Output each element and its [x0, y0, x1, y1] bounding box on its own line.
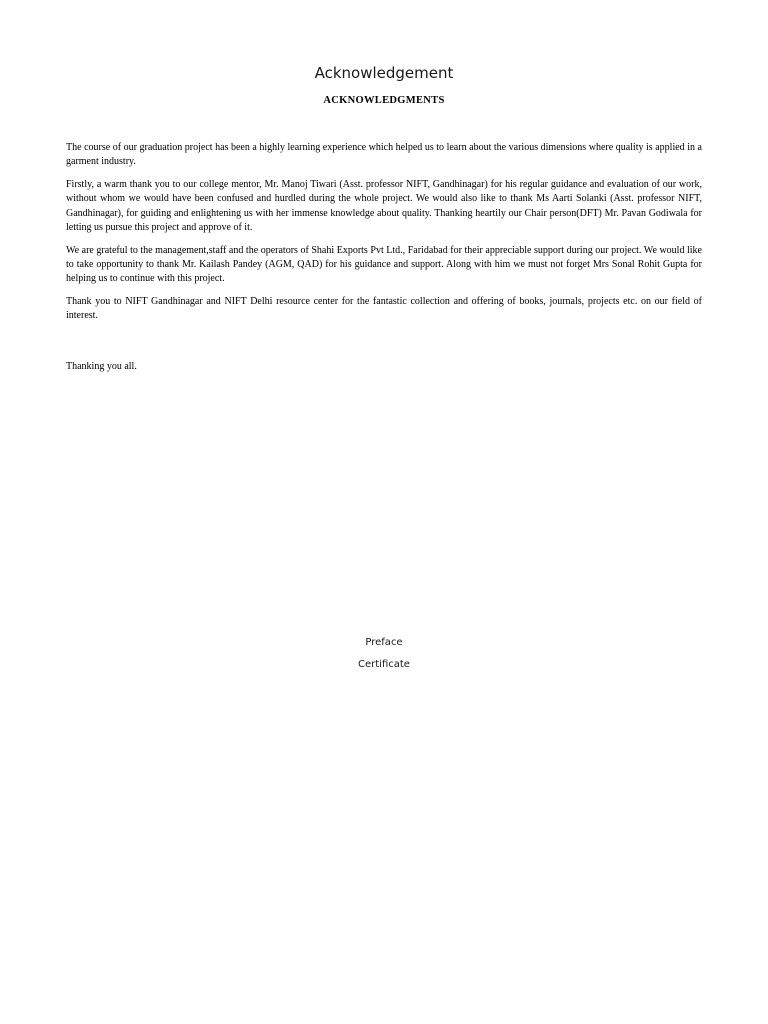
paragraph-company: We are grateful to the management,staff and the operators of Shahi Exports Pvt Ltd., Faridabad for their appreciable support during our project. We would like to take opportunity to thank Mr. Kailash Pandey (AGM, QAD) for his guidance and support. Along with him we must not forget Mrs Sonal Rohit Gupta for helping us to continue with this project.	[66, 244, 702, 285]
page-title: Acknowledgement	[314, 64, 454, 82]
paragraph-mentors: Firstly, a warm thank you to our college mentor, Mr. Manoj Tiwari (Asst. professor NIFT, Gandhinagar) for his regular guidance and evaluation of our work, without whom we would have been confused and hurdled during the whole project. We would also like to thank Ms Aarti Solanki (Asst. professor NIFT, Gandhinagar), for guiding and enlightening us with her immense knowledge about quality. Thanking heartily our Chair person(DFT) Mr. Pavan Godiwala for letting us pursue this project and approve of it.	[66, 179, 702, 233]
section-heading: ACKNOWLEDGMENTS	[323, 95, 445, 106]
toc-certificate-label: Certificate	[358, 659, 410, 670]
acknowledgement-body	[66, 141, 702, 332]
paragraph-intro: The course of our graduation project has been a highly learning experience which helped us to learn about the various dimensions where quality is applied in a garment industry.	[66, 142, 702, 168]
closing-line: Thanking you all.	[66, 361, 137, 372]
toc-preface-label: Preface	[365, 637, 403, 648]
paragraph-resource-center: Thank you to NIFT Gandhinagar and NIFT Delhi resource center for the fantastic collection and offering of books, journals, projects etc. on our field of interest.	[66, 296, 702, 322]
